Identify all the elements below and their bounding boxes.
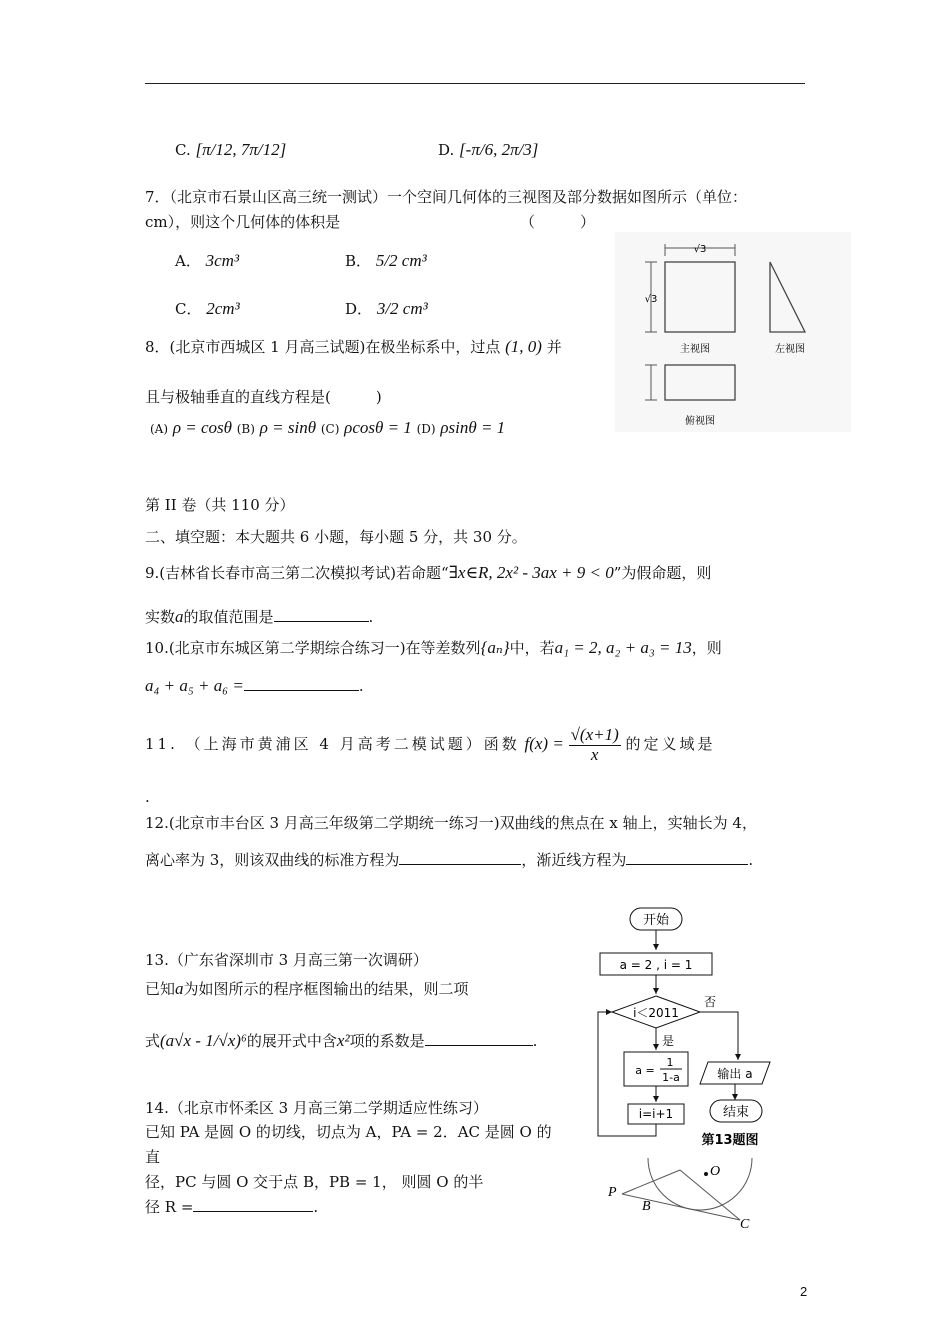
three-view-figure xyxy=(615,232,851,432)
q12-asymptote-blank xyxy=(626,864,748,865)
label-b: B xyxy=(642,1199,651,1214)
program-flowchart xyxy=(590,900,780,1152)
svg-text:a =: a = xyxy=(635,1064,655,1077)
q7-option-b: B． 5/2 cm³ xyxy=(345,251,427,270)
flow-start-label: 开始 xyxy=(642,913,670,928)
page-number: 2 xyxy=(800,1284,808,1299)
label-p: P xyxy=(608,1185,617,1200)
q8-stem-line2: 且与极轴垂直的直线方程是( ) xyxy=(145,388,382,406)
svg-text:输出 a: 输出 a xyxy=(717,1067,753,1081)
side-dim-label: √3 xyxy=(644,294,658,305)
q9-answer-blank xyxy=(274,621,369,622)
q10-line2: a₄ + a₅ + a₆ = . xyxy=(145,676,364,695)
q7-answer-paren: （ ） xyxy=(520,213,596,231)
left-view-label: 左视图 xyxy=(775,344,805,355)
flow-yes-label: 是 xyxy=(662,1034,675,1048)
q8-stem-line1: 8．(北京市西城区 1 月高三试题)在极坐标系中，过点 (1, 0) 并 xyxy=(145,337,562,356)
q13-line1: 13.（广东省深圳市 3 月高三第一次调研） xyxy=(145,951,428,969)
q8-options: (A) ρ = cosθ (B) ρ = sinθ (C) ρcosθ = 1 (D) ρsinθ = 1 xyxy=(150,418,506,437)
q10-line1: 10.(北京市东城区第二学期综合练习一)在等差数列{aₙ}中，若a₁ = 2, a₂ + a₃ = 13，则 xyxy=(145,638,722,657)
q11-line: 11. （上海市黄浦区 4 月高考二模试题）函数 f(x) = $\frac{√(x+1)}{x}$ 的定义域是 xyxy=(145,725,716,764)
q6-option-c: C. [π/12, 7π/12] xyxy=(175,140,287,159)
q13-binomial: (a√x - 1/√x)⁶ xyxy=(160,1031,247,1050)
circle-figure xyxy=(600,1150,790,1232)
q14-line1: 14.（北京市怀柔区 3 月高三第二学期适应性练习） xyxy=(145,1099,488,1117)
svg-text:i=i+1: i=i+1 xyxy=(638,1107,674,1121)
svg-text:1: 1 xyxy=(666,1056,674,1069)
top-view-label: 俯视图 xyxy=(685,416,715,427)
label-c: C xyxy=(740,1217,750,1232)
q14-line4: 径，PC 与圆 O 交于点 B，PB = 1， 则圆 O 的半 xyxy=(145,1173,484,1191)
q9-line2: 实数a的取值范围是 . xyxy=(145,607,374,626)
q13-line3: 式(a√x - 1/√x)⁶的展开式中含x²项的系数是 . xyxy=(145,1031,538,1050)
q13-answer-blank xyxy=(425,1045,533,1046)
q12-line1: 12.(北京市丰台区 3 月高三年级第二学期统一练习一)双曲线的焦点在 x 轴上，实轴长为 4， xyxy=(145,814,757,832)
flow-condition-label: i＜2011 xyxy=(633,1006,679,1020)
q14-line5: 径 R = . xyxy=(145,1198,319,1216)
q13-line2: 已知a为如图所示的程序框图输出的结果，则二项 xyxy=(145,979,469,998)
front-view-label: 主视图 xyxy=(680,344,710,355)
q7-option-a: A． 3cm³ xyxy=(175,251,240,270)
flow-init-label: a = 2 , i = 1 xyxy=(619,958,693,972)
flow-no-label: 否 xyxy=(704,995,717,1009)
q12-line2: 离心率为 3，则该双曲线的标准方程为 ，渐近线方程为 . xyxy=(145,851,754,869)
q12-equation-blank xyxy=(399,864,521,865)
svg-text:1-a: 1-a xyxy=(662,1071,680,1084)
q7-option-d: D． 3/2 cm³ xyxy=(345,299,428,318)
q7-option-c: C． 2cm³ xyxy=(175,299,240,318)
q10-answer-blank xyxy=(244,690,359,691)
center-dot xyxy=(704,1172,708,1176)
q9-proposition: ∃x∈R, 2x² - 3ax + 9 < 0 xyxy=(448,563,614,582)
flow-caption: 第13题图 xyxy=(701,1133,759,1148)
q7-stem-line1: 7．（北京市石景山区高三统一测试）一个空间几何体的三视图及部分数据如图所示（单位： xyxy=(145,188,748,206)
q6-option-d: D. [-π/6, 2π/3] xyxy=(438,140,539,159)
header-rule xyxy=(145,83,805,84)
section2-instructions: 二、填空题：本大题共 6 小题，每小题 5 分，共 30 分。 xyxy=(145,528,527,546)
q14-answer-blank xyxy=(193,1211,313,1212)
q14-line2: 已知 PA 是圆 O 的切线，切点为 A，PA = 2．AC 是圆 O 的 xyxy=(145,1123,552,1141)
top-dim-label: √3 xyxy=(693,244,707,255)
line-pc xyxy=(622,1194,740,1220)
circle-o xyxy=(648,1158,752,1210)
svg-text:结束: 结束 xyxy=(722,1105,750,1120)
label-o: O xyxy=(710,1164,721,1179)
q6-option-c-value: [π/12, 7π/12] xyxy=(195,140,287,159)
q7-stem-line2: cm），则这个几何体的体积是 xyxy=(145,213,341,231)
q6-option-d-value: [-π/6, 2π/3] xyxy=(459,140,539,159)
q11-period: . xyxy=(145,788,150,806)
q14-line3: 直 xyxy=(145,1148,161,1166)
line-pa xyxy=(622,1170,680,1194)
section2-title: 第 II 卷（共 110 分） xyxy=(145,496,295,514)
q9-line1: 9.(吉林省长春市高三第二次模拟考试)若命题“∃x∈R, 2x² - 3ax + 9 < 0”为假命题，则 xyxy=(145,563,712,582)
q11-fraction: $\frac{√(x+1)}{x}$ xyxy=(570,725,619,764)
q8-point: (1, 0) xyxy=(505,337,542,356)
